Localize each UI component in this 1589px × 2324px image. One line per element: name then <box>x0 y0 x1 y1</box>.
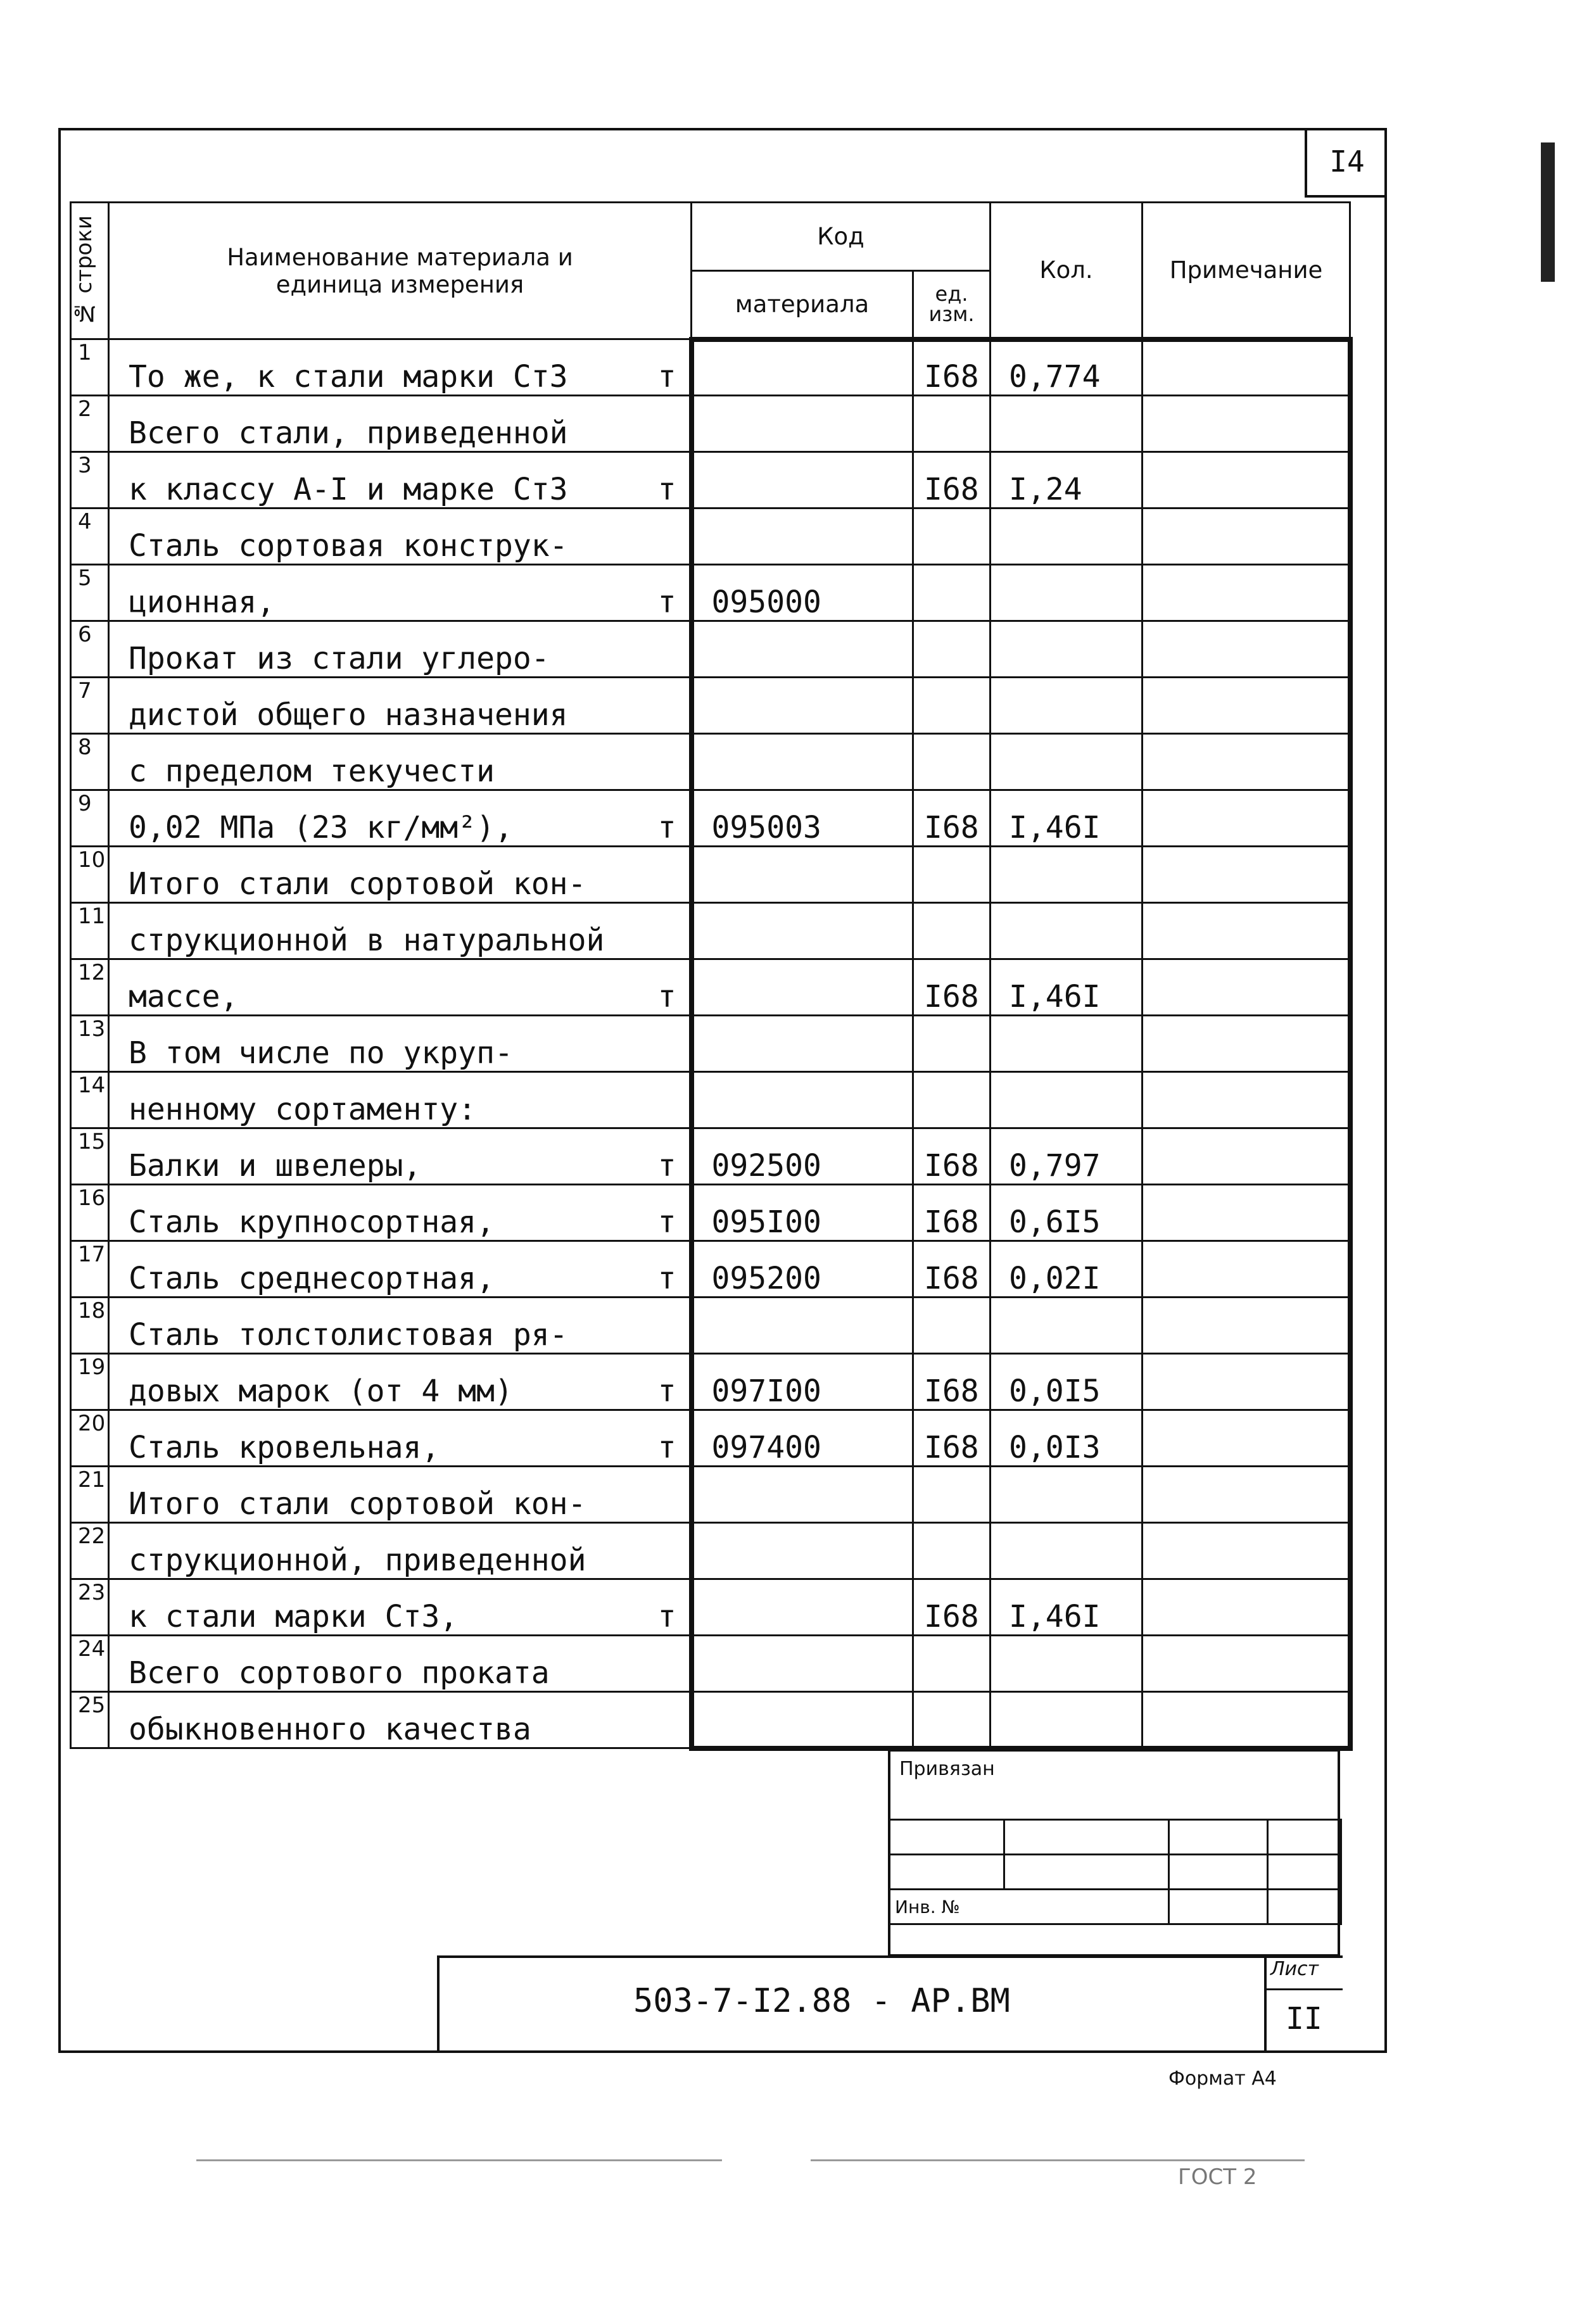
quantity <box>991 1692 1143 1748</box>
material-code <box>692 1298 913 1354</box>
header-qty: Кол. <box>991 203 1143 339</box>
row-number: 21 <box>71 1467 109 1523</box>
table-row <box>71 621 1350 678</box>
note <box>1143 1692 1350 1748</box>
note <box>1143 1579 1350 1636</box>
table-row <box>71 734 1350 790</box>
note <box>1143 565 1350 621</box>
row-number: 24 <box>71 1636 109 1692</box>
material-name-cell <box>109 790 692 847</box>
material-name: массе, <box>129 979 239 1014</box>
unit-letter: т <box>657 359 676 395</box>
material-name: Сталь крупносортная, <box>129 1204 495 1240</box>
material-code <box>692 1467 913 1523</box>
table-row <box>71 847 1350 903</box>
unit-code <box>913 678 991 734</box>
material-name: к стали марки Ст3, <box>129 1599 459 1634</box>
header-note: Примечание <box>1143 203 1350 339</box>
table-row <box>71 1298 1350 1354</box>
material-name: Всего сортового проката <box>129 1655 550 1691</box>
quantity: 0,797 <box>991 1128 1143 1185</box>
row-number: 10 <box>71 847 109 903</box>
row-number: 22 <box>71 1523 109 1579</box>
material-name-cell <box>109 1016 692 1072</box>
material-name: Всего стали, приведенной <box>129 415 568 451</box>
material-code <box>692 1636 913 1692</box>
row-number: 3 <box>71 452 109 508</box>
row-number: 16 <box>71 1185 109 1241</box>
material-name: дистой общего назначения <box>129 697 568 733</box>
quantity <box>991 1467 1143 1523</box>
format-label: Формат А4 <box>1168 2068 1277 2090</box>
unit-letter: т <box>657 1430 676 1465</box>
material-name: к классу А-I и марке Ст3 <box>129 472 568 507</box>
unit-code: I68 <box>913 1579 991 1636</box>
material-name: с пределом текучести <box>129 754 495 789</box>
unit-code: I68 <box>913 1410 991 1467</box>
unit-code: I68 <box>913 1185 991 1241</box>
note <box>1143 734 1350 790</box>
quantity <box>991 1636 1143 1692</box>
unit-code <box>913 565 991 621</box>
material-name: ненному сортаменту: <box>129 1092 477 1127</box>
material-name: Сталь толстолистовая ря- <box>129 1317 568 1353</box>
material-code <box>692 1523 913 1579</box>
material-name-cell <box>109 903 692 959</box>
unit-code <box>913 508 991 565</box>
table-row <box>71 959 1350 1016</box>
quantity <box>991 396 1143 452</box>
title-block-grid <box>888 1819 1342 1925</box>
note <box>1143 1185 1350 1241</box>
material-name: В том числе по укруп- <box>129 1035 513 1071</box>
table-row <box>71 790 1350 847</box>
row-number: 12 <box>71 959 109 1016</box>
unit-letter: т <box>657 979 676 1014</box>
row-number: 9 <box>71 790 109 847</box>
row-number: 5 <box>71 565 109 621</box>
material-name-cell <box>109 1692 692 1748</box>
material-code <box>692 1579 913 1636</box>
note <box>1143 790 1350 847</box>
row-number: 18 <box>71 1298 109 1354</box>
row-number: 25 <box>71 1692 109 1748</box>
material-name: Сталь среднесортная, <box>129 1261 495 1296</box>
attached-label: Привязан <box>899 1758 995 1780</box>
spec-table <box>70 201 1353 1751</box>
row-number: 6 <box>71 621 109 678</box>
row-number: 2 <box>71 396 109 452</box>
material-name: 0,02 МПа (23 кг/мм²), <box>129 810 513 845</box>
quantity: 0,0I3 <box>991 1410 1143 1467</box>
quantity: I,24 <box>991 452 1143 508</box>
quantity <box>991 903 1143 959</box>
unit-letter: т <box>657 1148 676 1184</box>
quantity <box>991 1016 1143 1072</box>
header-name: Наименование материала и единица измерения <box>109 203 692 339</box>
row-number: 7 <box>71 678 109 734</box>
unit-code <box>913 734 991 790</box>
table-row <box>71 1241 1350 1298</box>
quantity <box>991 678 1143 734</box>
quantity <box>991 508 1143 565</box>
table-row <box>71 565 1350 621</box>
table-row <box>71 1523 1350 1579</box>
sheet-number: II <box>1286 2001 1322 2037</box>
header-unit-code: ед. изм. <box>913 271 991 339</box>
material-name-cell <box>109 621 692 678</box>
unit-code <box>913 1467 991 1523</box>
material-name-cell <box>109 1241 692 1298</box>
note <box>1143 847 1350 903</box>
row-number: 17 <box>71 1241 109 1298</box>
material-code <box>692 508 913 565</box>
table-row <box>71 678 1350 734</box>
table-row <box>71 1016 1350 1072</box>
note <box>1143 903 1350 959</box>
material-name-cell <box>109 959 692 1016</box>
material-name: струкционной в натуральной <box>129 923 605 958</box>
material-code: 097400 <box>692 1410 913 1467</box>
frame-left-line <box>58 128 61 2053</box>
quantity <box>991 734 1143 790</box>
note <box>1143 339 1350 396</box>
unit-code: I68 <box>913 1241 991 1298</box>
cut-line-right <box>811 2159 1305 2161</box>
note <box>1143 1467 1350 1523</box>
material-code: 095I00 <box>692 1185 913 1241</box>
note <box>1143 1241 1350 1298</box>
table-row <box>71 1636 1350 1692</box>
note <box>1143 1128 1350 1185</box>
unit-letter: т <box>657 810 676 845</box>
material-name: То же, к стали марки Ст3 <box>129 359 568 395</box>
material-code: 092500 <box>692 1128 913 1185</box>
row-number: 19 <box>71 1354 109 1410</box>
quantity <box>991 847 1143 903</box>
quantity <box>991 565 1143 621</box>
quantity <box>991 621 1143 678</box>
material-name-cell <box>109 1467 692 1523</box>
material-name: Итого стали сортовой кон- <box>129 1486 586 1522</box>
unit-code <box>913 1523 991 1579</box>
material-name-cell <box>109 734 692 790</box>
unit-code <box>913 903 991 959</box>
material-name-cell <box>109 1410 692 1467</box>
material-name-cell <box>109 339 692 396</box>
note <box>1143 1298 1350 1354</box>
table-row <box>71 1354 1350 1410</box>
table-row <box>71 508 1350 565</box>
row-number: 23 <box>71 1579 109 1636</box>
frame-top-line <box>60 128 1387 130</box>
unit-code <box>913 1636 991 1692</box>
note <box>1143 1072 1350 1128</box>
unit-letter: т <box>657 472 676 507</box>
row-number: 13 <box>71 1016 109 1072</box>
unit-code <box>913 621 991 678</box>
material-name-cell <box>109 1579 692 1636</box>
scan-margin-mark <box>1541 142 1555 282</box>
sheet-label: Лист <box>1270 1958 1319 1980</box>
quantity <box>991 1072 1143 1128</box>
row-number: 20 <box>71 1410 109 1467</box>
note <box>1143 508 1350 565</box>
material-code <box>692 1692 913 1748</box>
header-material-code: материала <box>692 271 913 339</box>
material-name: Сталь кровельная, <box>129 1430 440 1465</box>
material-code: 095003 <box>692 790 913 847</box>
table-row <box>71 1467 1350 1523</box>
material-name-cell <box>109 1128 692 1185</box>
quantity: I,46I <box>991 959 1143 1016</box>
note <box>1143 396 1350 452</box>
material-name: обыкновенного качества <box>129 1712 531 1747</box>
material-name: ционная, <box>129 584 275 620</box>
material-code <box>692 339 913 396</box>
table-row <box>71 1579 1350 1636</box>
frame-right-line <box>1384 128 1387 2053</box>
doc-code: 503-7-I2.88 - АР.ВМ <box>633 1982 1010 2020</box>
material-name: Прокат из стали углеро- <box>129 641 550 676</box>
table-row <box>71 339 1350 396</box>
row-number: 11 <box>71 903 109 959</box>
note <box>1143 959 1350 1016</box>
unit-code <box>913 847 991 903</box>
material-name: Сталь сортовая конструк- <box>129 528 568 564</box>
material-code <box>692 959 913 1016</box>
material-name-cell <box>109 452 692 508</box>
row-number: 4 <box>71 508 109 565</box>
unit-letter: т <box>657 1374 676 1409</box>
note <box>1143 1523 1350 1579</box>
note <box>1143 452 1350 508</box>
gost-label: ГОСТ 2 <box>1178 2164 1257 2190</box>
page-number: I4 <box>1305 128 1387 198</box>
inv-label: Инв. № <box>889 1890 1169 1924</box>
note <box>1143 621 1350 678</box>
unit-letter: т <box>657 1204 676 1240</box>
material-name-cell <box>109 396 692 452</box>
material-name-cell <box>109 1298 692 1354</box>
unit-letter: т <box>657 1599 676 1634</box>
quantity: 0,0I5 <box>991 1354 1143 1410</box>
note <box>1143 1636 1350 1692</box>
material-name-cell <box>109 1636 692 1692</box>
material-code <box>692 734 913 790</box>
material-name-cell <box>109 508 692 565</box>
material-name-cell <box>109 1354 692 1410</box>
table-row <box>71 1410 1350 1467</box>
header-row-no: № строки <box>71 203 109 339</box>
material-code <box>692 396 913 452</box>
unit-code <box>913 1692 991 1748</box>
unit-code: I68 <box>913 1128 991 1185</box>
header-code: Код <box>692 203 991 271</box>
unit-code <box>913 1016 991 1072</box>
material-name: Итого стали сортовой кон- <box>129 866 586 902</box>
material-code <box>692 1016 913 1072</box>
unit-code: I68 <box>913 339 991 396</box>
quantity <box>991 1523 1143 1579</box>
material-code <box>692 621 913 678</box>
cut-line-left <box>196 2159 722 2161</box>
material-name: Балки и швелеры, <box>129 1148 422 1184</box>
material-code <box>692 678 913 734</box>
row-number: 8 <box>71 734 109 790</box>
unit-code: I68 <box>913 959 991 1016</box>
material-name-cell <box>109 1523 692 1579</box>
unit-code <box>913 1298 991 1354</box>
material-name: довых марок (от 4 мм) <box>129 1374 513 1409</box>
quantity: 0,6I5 <box>991 1185 1143 1241</box>
quantity: I,46I <box>991 1579 1143 1636</box>
quantity: I,46I <box>991 790 1143 847</box>
material-name-cell <box>109 565 692 621</box>
material-code: 095200 <box>692 1241 913 1298</box>
quantity: 0,774 <box>991 339 1143 396</box>
unit-code: I68 <box>913 1354 991 1410</box>
table-row <box>71 903 1350 959</box>
unit-code <box>913 1072 991 1128</box>
material-code: 097I00 <box>692 1354 913 1410</box>
table-row <box>71 1072 1350 1128</box>
material-name-cell <box>109 1072 692 1128</box>
table-row <box>71 1185 1350 1241</box>
material-code <box>692 1072 913 1128</box>
material-name: струкционной, приведенной <box>129 1543 586 1578</box>
unit-code <box>913 396 991 452</box>
unit-code: I68 <box>913 790 991 847</box>
quantity <box>991 1298 1143 1354</box>
table-row <box>71 452 1350 508</box>
note <box>1143 1410 1350 1467</box>
material-name-cell <box>109 1185 692 1241</box>
note <box>1143 678 1350 734</box>
material-name-cell <box>109 678 692 734</box>
quantity: 0,02I <box>991 1241 1143 1298</box>
unit-letter: т <box>657 584 676 620</box>
material-code <box>692 903 913 959</box>
table-row <box>71 396 1350 452</box>
row-number: 1 <box>71 339 109 396</box>
sheet-divider <box>1264 1988 1343 1990</box>
material-code: 095000 <box>692 565 913 621</box>
note <box>1143 1016 1350 1072</box>
material-code <box>692 452 913 508</box>
unit-code: I68 <box>913 452 991 508</box>
row-number: 14 <box>71 1072 109 1128</box>
row-number: 15 <box>71 1128 109 1185</box>
table-row <box>71 1692 1350 1748</box>
note <box>1143 1354 1350 1410</box>
material-name-cell <box>109 847 692 903</box>
unit-letter: т <box>657 1261 676 1296</box>
table-row <box>71 1128 1350 1185</box>
material-code <box>692 847 913 903</box>
